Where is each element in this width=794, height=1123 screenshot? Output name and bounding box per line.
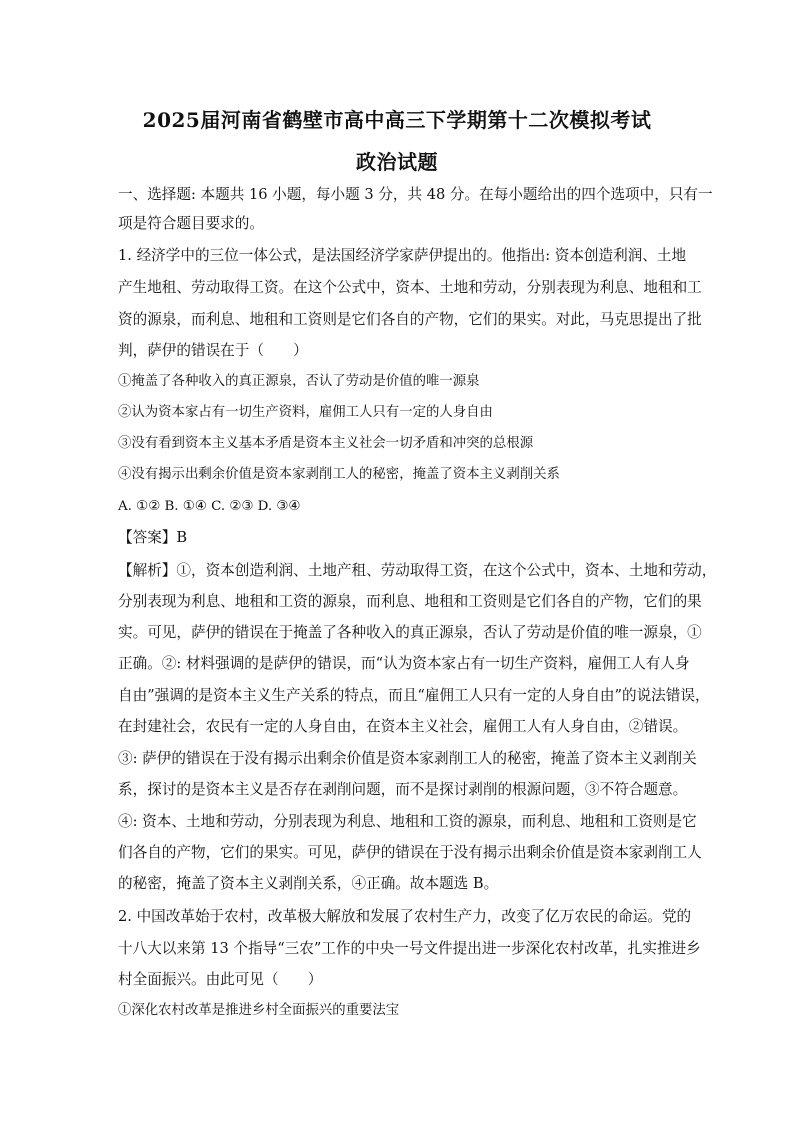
- question-2-stem-line: 十八大以来第 13 个指导“三农”工作的中央一号文件提出进一步深化农村改革，扎实推进乡: [118, 940, 701, 957]
- section-heading-line: 项是符合题目要求的。: [118, 215, 264, 232]
- analysis-line: 们各自的产物，它们的果实。可见，萨伊的错误在于没有揭示出剩余价值是资本家剥削工人: [118, 844, 702, 861]
- analysis-line: 系，探讨的是资本主义是否存在剥削问题，而不是探讨剥削的根源问题，③不符合题意。: [118, 781, 688, 798]
- analysis-line: 正确。②: 材料强调的是萨伊的错误，而“认为资本家占有一切生产资料，雇佣工人有人身: [118, 655, 690, 672]
- analysis-line: 在封建社会，农民有一定的人身自由，在资本主义社会，雇佣工人有人身自由，②错误。: [118, 718, 688, 735]
- answer-line: 【答案】B: [118, 529, 188, 546]
- question-1-option: ①掩盖了各种收入的真正源泉，否认了劳动是价值的唯一源泉: [118, 374, 480, 389]
- section-heading-line: 一、选择题: 本题共 16 小题，每小题 3 分，共 48 分。在每小题给出的四个选项中，只有一: [118, 186, 713, 203]
- question-1-stem-line: 1. 经济学中的三位一体公式，是法国经济学家萨伊提出的。他指出: 资本创造利润、土地: [118, 247, 687, 264]
- analysis-line: 【解析】①，资本创造利润、土地产租、劳动取得工资，在这个公式中，资本、土地和劳动，: [118, 562, 717, 579]
- question-1-option: ②认为资本家占有一切生产资料，雇佣工人只有一定的人身自由: [118, 405, 493, 420]
- analysis-line: ③: 萨伊的错误在于没有揭示出剩余价值是资本家剥削工人的秘密，掩盖了资本主义剥削关: [118, 750, 697, 767]
- analysis-line: 的秘密，掩盖了资本主义剥削关系，④正确。故本题选 B。: [118, 875, 499, 892]
- question-2-stem-line: 2. 中国改革始于农村，改革极大解放和发展了农村生产力，改变了亿万农民的命运。党的: [118, 908, 692, 925]
- question-1-option: ③没有看到资本主义基本矛盾是资本主义社会一切矛盾和冲突的总根源: [118, 436, 534, 451]
- document-subtitle: 政治试题: [356, 150, 438, 174]
- analysis-line: 分别表现为利息、地租和工资的源泉，而利息、地租和工资则是它们各自的产物，它们的果: [118, 593, 702, 610]
- analysis-line: ④: 资本、土地和劳动，分别表现为利息、地租和工资的源泉，而利息、地租和工资则是它: [118, 813, 697, 830]
- question-2-option: ①深化农村改革是推进乡村全面振兴的重要法宝: [118, 1003, 400, 1018]
- question-1-stem-line: 资的源泉，而利息、地租和工资则是它们各自的产物，它们的果实。对此，马克思提出了批: [118, 311, 702, 328]
- question-1-stem-line: 产生地租、劳动取得工资。在这个公式中，资本、土地和劳动，分别表现为利息、地租和工: [118, 279, 702, 296]
- question-2-stem-line: 村全面振兴。由此可见（ ）: [118, 971, 323, 988]
- analysis-line: 自由”强调的是资本主义生产关系的特点，而且“雇佣工人只有一定的人身自由”的说法错误，: [118, 687, 710, 704]
- question-1-choices: A. ①② B. ①④ C. ②③ D. ③④: [118, 499, 301, 514]
- document-title: 2025届河南省鹤壁市高中高三下学期第十二次模拟考试: [142, 108, 652, 132]
- analysis-line: 实。可见，萨伊的错误在于掩盖了各种收入的真正源泉，否认了劳动是价值的唯一源泉，①: [118, 624, 702, 641]
- question-1-option: ④没有揭示出剩余价值是资本家剥削工人的秘密，掩盖了资本主义剥削关系: [118, 467, 560, 482]
- question-1-stem-line: 判，萨伊的错误在于（ ）: [118, 342, 308, 359]
